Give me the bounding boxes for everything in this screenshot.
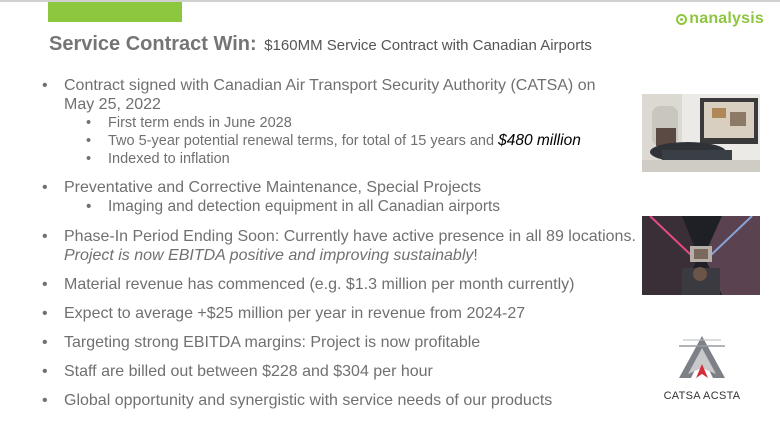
nanalysis-logo [676,10,764,28]
accent-tab [48,2,182,22]
bullet-mark: • [42,276,48,293]
catsa-logo [643,326,761,412]
bullet-text: Contract signed with Canadian Air Transport Security Authority (CATSA) on [64,77,596,94]
bullet-mark: • [42,228,48,245]
bullet-text: Global opportunity and synergistic with service needs of our products [64,392,553,409]
title-sub: $160MM Service Contract with Canadian Airports [264,37,592,54]
subbullet-inflation [38,150,643,168]
bullet-global [38,391,643,410]
subbullet-imaging [38,197,643,217]
bullet-mark: • [42,179,48,196]
bullet-text: Two 5-year potential renewal terms, for total of 15 years and [108,133,499,149]
title-main: Service Contract Win: [49,33,257,55]
bullet-ebitda [38,333,643,352]
bullet-mark: • [86,115,92,131]
slide-title [49,33,592,56]
bullet-list [38,76,643,410]
bullet-text-italic: Project is now EBITDA positive and improving sustainably [64,247,474,264]
bullet-text: Preventative and Corrective Maintenance, Special Projects [64,179,482,196]
bullet-mark: • [86,133,92,149]
bullet-text: Material revenue has commenced (e.g. $1.3 million per month currently) [64,276,575,293]
bullet-text: First term ends in June 2028 [108,115,292,131]
bullet-billing [38,362,643,381]
bullet-maintenance [38,178,643,197]
bullet-mark: • [42,305,48,322]
logo-text: nanalysis [689,10,764,27]
security-screening-photo [642,94,760,172]
highlight-value: $480 million [498,132,581,149]
bullet-phase-in [38,227,643,265]
bullet-average [38,304,643,323]
subbullet-first-term [38,114,643,132]
bullet-contract [38,76,643,114]
catsa-logo-text: CATSA ACSTA [663,390,741,402]
bullet-mark: • [86,198,92,215]
bullet-mark: • [86,151,92,167]
bullet-text: Staff are billed out between $228 and $304 per hour [64,363,433,380]
bullet-text: Expect to average +$25 million per year in revenue from 2024-27 [64,305,526,322]
bullet-mark: • [42,363,48,380]
bullet-text: Targeting strong EBITDA margins: Project is now profitable [64,334,481,351]
bullet-mark: • [42,77,48,94]
bullet-mark: • [42,392,48,409]
bullet-revenue [38,275,643,294]
bullet-text: Imaging and detection equipment in all Canadian airports [108,198,501,215]
bullet-text: Phase-In Period Ending Soon: Currently have active presence in all 89 locations. [64,228,636,245]
bullet-text: Indexed to inflation [108,151,230,167]
bullet-mark: • [42,334,48,351]
subbullet-renewal [38,132,643,150]
scanner-interior-photo [642,216,760,295]
logo-icon [676,14,687,25]
bullet-text: May 25, 2022 [64,96,161,113]
bullet-text: ! [473,247,478,264]
catsa-emblem-icon [643,326,761,388]
